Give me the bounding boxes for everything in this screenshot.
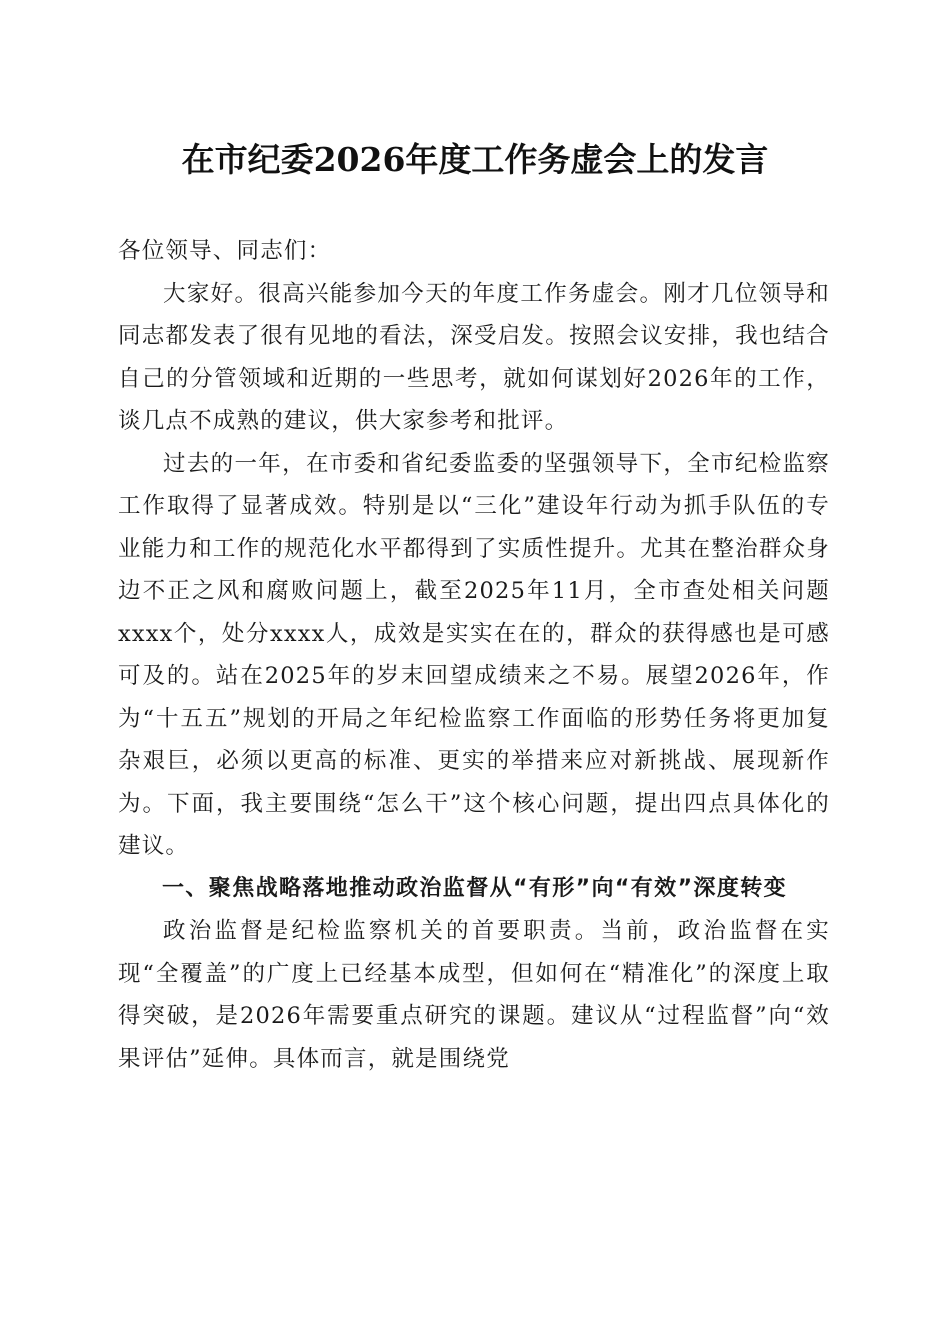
paragraph-greeting: 大家好。很高兴能参加今天的年度工作务虚会。刚才几位领导和同志都发表了很有见地的看法，深受启发。按照会议安排，我也结合自己的分管领域和近期的一些思考，就如何谋划好2026年的工作，谈几点不成熟的建议，供大家参考和批评。 <box>118 280 830 434</box>
section-paragraph-1: 政治监督是纪检监察机关的首要职责。当前，政治监督在实现“全覆盖”的广度上已经基本成型，但如何在“精准化”的深度上取得突破，是2026年需要重点研究的课题。建议从“过程监督”向“效果评估”延伸。具体而言，就是围绕党 <box>118 918 830 1072</box>
salutation: 各位领导、同志们： <box>118 238 332 264</box>
document-title: 在市纪委2026年度工作务虚会上的发言 <box>181 140 769 179</box>
paragraph-review: 过去的一年，在市委和省纪委监委的坚强领导下，全市纪检监察工作取得了显著成效。特别是以“三化”建设年行动为抓手队伍的专业能力和工作的规范化水平都得到了实质性提升。尤其在整治群众身边不正之风和腐败问题上，截至2025年11月，全市查处相关问题xxxx个，处分xxxx人，成效是实实在在的，群众的获得感也是可感可及的。站在2025年的岁末回望成绩来之不易。展望2026年，作为“十五五”规划的开局之年纪检监察工作面临的形势任务将更加复杂艰巨，必须以更高的标准、更实的举措来应对新挑战、展现新作为。下面，我主要围绕“怎么干”这个核心问题，提出四点具体化的建议。 <box>118 450 830 859</box>
document-body <box>118 230 830 1080</box>
section-heading-1: 一、聚焦战略落地推动政治监督从“有形”向“有效”深度转变 <box>162 875 788 901</box>
